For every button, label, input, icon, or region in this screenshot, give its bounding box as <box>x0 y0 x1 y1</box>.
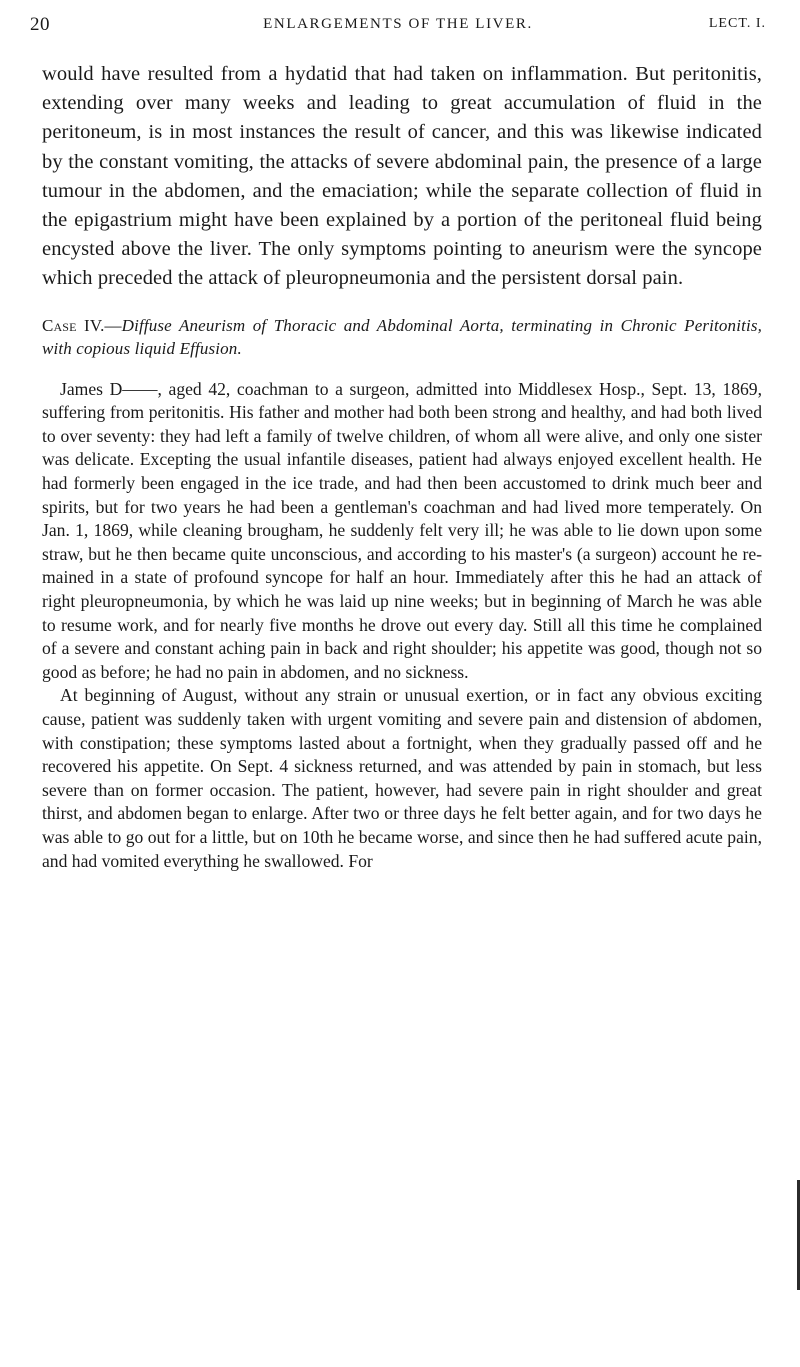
discussion-section <box>42 60 762 294</box>
running-title: ENLARGEMENTS OF THE LIVER. <box>263 16 533 32</box>
case-title: Diffuse Aneurism of Thoracic and Abdominal Aorta, terminating in Chronic Peritonitis, with copious liquid Effusion. <box>42 315 762 358</box>
case-paragraph: At beginning of August, without any strain or unusual exertion, or in fact any obvious exciting cause, patient was suddenly taken with urgent vomiting and severe pain and distension of abdomen, with constipation; these symptoms lasted about a fortnight, when they gradually passed off and he recovered his appetite. On Sept. 4 sickness returned, and was attended by pain in stomach, but less severe than on former occasion. The patient, however, had severe pain in right shoulder and great thirst, and abdomen began to enlarge. After two or three days he felt better again, and for two days he was able to go out for a little, but on 10th he became worse, and since then he had suffered acute pain, and had vomited everything he swallowed. For <box>42 685 762 871</box>
body-text <box>42 60 762 873</box>
running-head <box>30 14 766 38</box>
lecture-reference: LECT. I. <box>708 16 766 31</box>
case-heading-dash: — <box>104 315 122 335</box>
case-report <box>42 378 762 873</box>
case-label: Case IV. <box>42 315 105 335</box>
page-number: 20 <box>30 14 50 35</box>
case-heading <box>42 314 762 360</box>
case-paragraph: James D——, aged 42, coachman to a surgeon, admitted into Middlesex Hosp., Sept. 13, 1869, suffering from peritonitis. His father and mother had both been strong and healthy, and had both lived to over seventy: they had left a family of twelve children, of whom all were alive, and only one sister was delicate. Excepting the usual infantile diseases, patient had always enjoyed excellent health. He had formerly been engaged in the ice trade, and had then been accustomed to drink much beer and spirits, but for two years he had been a gentleman's coachman and had lived more temperately. On Jan. 1, 1869, while cleaning brougham, he suddenly felt very ill; he was able to lie down upon some straw, but he then became quite unconscious, and according to his master's (a surgeon) account he remained in a state of profound syncope for half an hour. Immediately after this he had an attack of right pleuropneumonia, by which he was laid up nine weeks; but in beginning of March he was able to resume work, and for nearly five months he drove out every day. Still all this time he complained of a severe and constant aching pain in back and right shoulder; his appetite was good, though not so good as before; he had no pain in abdomen, and no sickness. <box>42 378 762 682</box>
discussion-paragraph: would have resulted from a hydatid that had taken on inflammation. But peritonitis, extending over many weeks and leading to great accumulation of fluid in the peritoneum, is in most instances the result of cancer, and this was likewise indicated by the constant vomiting, the attacks of severe abdominal pain, the presence of a large tumour in the abdomen, and the emaciation; while the separate collection of fluid in the epigastrium might have been explained by a portion of the peritoneal fluid being encysted above the liver. The only symptoms pointing to aneurism were the syncope which preceded the attack of pleuropneumonia and the persistent dorsal pain. <box>42 63 762 290</box>
